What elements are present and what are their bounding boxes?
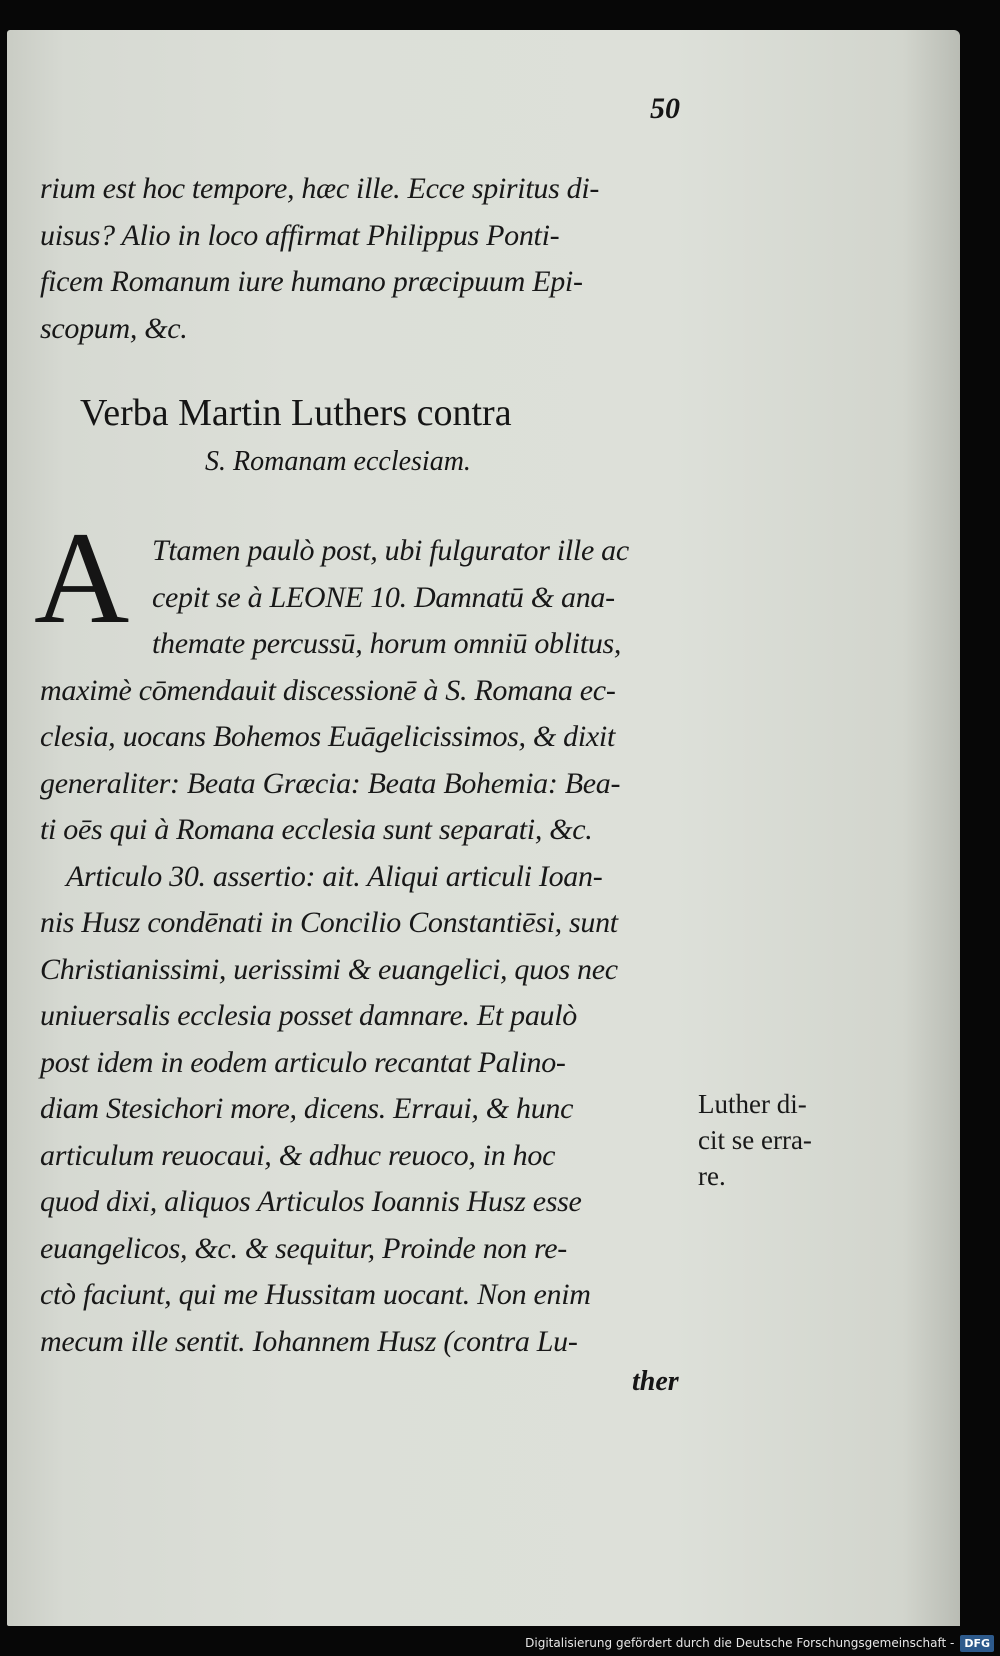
text-line: uniuersalis ecclesia posset damnare. Et paulò [40, 999, 577, 1032]
text-line: diam Stesichori more, dicens. Erraui, & hunc [40, 1092, 574, 1125]
footer-text: Digitalisierung gefördert durch die Deutsche Forschungsgemeinschaft - [525, 1636, 955, 1650]
margin-note-line: re. [698, 1161, 726, 1191]
text-line: cepit se à LEONE 10. Damnatū & ana- [152, 580, 615, 614]
text-line: uisus? Alio in loco affirmat Philippus Ponti- [40, 218, 560, 252]
text-line: ti oēs qui à Romana ecclesia sunt separati, &c. [40, 813, 593, 846]
margin-note-line: Luther di- [698, 1089, 807, 1119]
text-line: post idem in eodem articulo recantat Palino- [40, 1045, 566, 1079]
text-line: maximè cōmendauit discessionē à S. Romana ec- [40, 673, 616, 707]
text-line: mecum ille sentit. Iohannem Husz (contra Lu- [40, 1324, 578, 1358]
text-line: ctò faciunt, qui me Hussitam uocant. Non enim [40, 1278, 591, 1311]
section-subtitle: S. Romanam ecclesiam. [205, 446, 471, 477]
text-line: clesia, uocans Bohemos Euāgelicissimos, & dixit [40, 720, 615, 753]
page-number: 50 [650, 92, 680, 125]
drop-cap: A [34, 504, 130, 651]
main-paragraph [40, 528, 702, 1365]
margin-note-line: cit se erra- [698, 1125, 812, 1155]
text-line: themate percussū, horum omniū oblitus, [152, 627, 622, 660]
text-line: rium est hoc tempore, hæc ille. Ecce spiritus di- [40, 172, 600, 205]
text-line: Ttamen paulò post, ubi fulgurator ille ac [152, 534, 629, 567]
text-line: generaliter: Beata Græcia: Beata Bohemia: Bea- [40, 766, 621, 800]
text-line: ficem Romanum iure humano præcipuum Epi- [40, 265, 583, 298]
top-paragraph [40, 166, 702, 352]
text-line: Christianissimi, uerissimi & euangelici, quos nec [40, 952, 618, 986]
margin-note [698, 1086, 848, 1194]
text-line: quod dixi, aliquos Articulos Ioannis Husz esse [40, 1185, 582, 1218]
text-line: Articulo 30. assertio: ait. Aliqui articuli Ioan- [66, 859, 603, 893]
footer-credit [525, 1632, 994, 1654]
text-line: euangelicos, &c. & sequitur, Proinde non re- [40, 1231, 567, 1265]
text-line: scopum, &c. [40, 311, 188, 345]
catchword: ther [632, 1366, 679, 1397]
dfg-logo-icon: DFG [960, 1635, 994, 1652]
text-line: articulum reuocaui, & adhuc reuoco, in hoc [40, 1138, 556, 1172]
text-line: nis Husz condēnati in Concilio Constantiēsi, sunt [40, 906, 618, 939]
section-title: Verba Martin Luthers contra [80, 392, 512, 434]
